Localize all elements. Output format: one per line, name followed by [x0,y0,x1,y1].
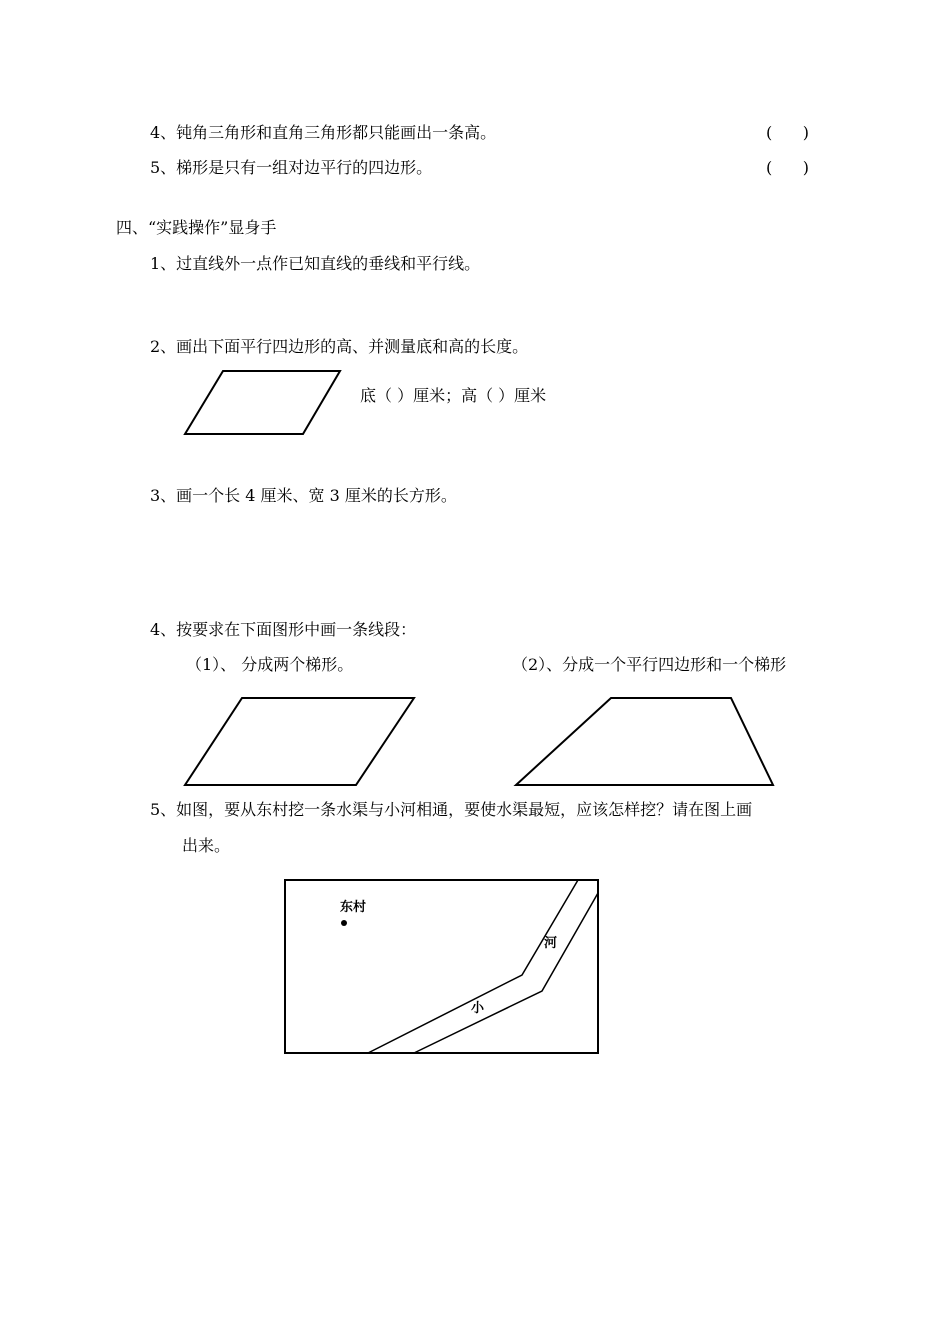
village-label: 东村 [340,900,367,915]
judge-item-4: 4、钝角三角形和直角三角形都只能画出一条高。 [150,123,497,142]
river-map [284,879,600,1055]
river-label-he: 河 [544,936,558,951]
judge-answer-paren-4[interactable]: ( ) [766,123,809,142]
question-1: 1、过直线外一点作已知直线的垂线和平行线。 [150,254,481,273]
question-3: 3、画一个长 4 厘米、宽 3 厘米的长方形。 [150,486,457,505]
question-4-part-1: （1）、 分成两个梯形。 [186,655,354,674]
judge-answer-paren-5[interactable]: ( ) [766,158,809,177]
river-bank-lower [414,893,598,1053]
river-label-xiao: 小 [471,1001,485,1016]
question-5-line-1: 5、如图，要从东村挖一条水渠与小河相通，要使水渠最短，应该怎样挖？请在图上画 [150,800,753,819]
q2-answer-blanks[interactable]: 底（ ）厘米；高（ ）厘米 [360,386,547,405]
judge-item-5: 5、梯形是只有一组对边平行的四边形。 [150,158,433,177]
question-2: 2、画出下面平行四边形的高、并测量底和高的长度。 [150,337,529,356]
section-heading: 四、“实践操作”显身手 [116,218,277,237]
question-5-line-2: 出来。 [182,836,231,855]
question-4: 4、按要求在下面图形中画一条线段： [150,620,417,639]
trapezoid-q4 [513,696,777,788]
river-bank-upper [368,880,578,1053]
village-dot-icon [341,920,347,926]
parallelogram-q4 [182,696,418,788]
parallelogram-q2 [183,370,343,436]
question-4-part-2: （2）、分成一个平行四边形和一个梯形 [512,655,787,674]
